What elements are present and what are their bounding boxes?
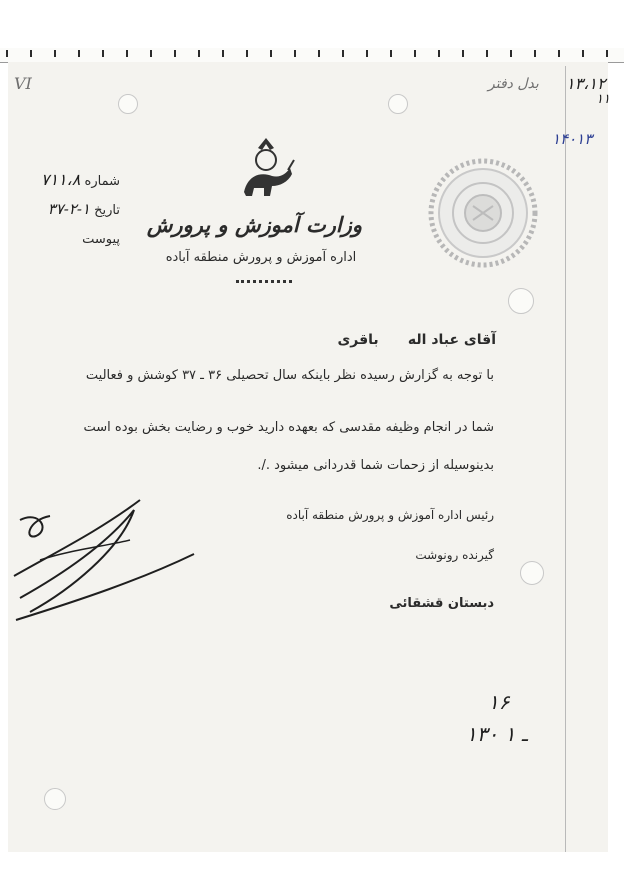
signature-title: رئیس اداره آموزش و پرورش منطقه آباده [286, 508, 494, 522]
ruler-tick [462, 50, 464, 57]
letter-attachment-label: پیوست [82, 232, 120, 247]
paper-fold-line [565, 66, 566, 852]
ruler-tick [342, 50, 344, 57]
punch-hole [388, 94, 408, 114]
ministry-title: وزارت آموزش و پرورش [146, 212, 362, 237]
ruler-tick [54, 50, 56, 57]
letter-attachment-row [14, 232, 120, 247]
ruler-tick [414, 50, 416, 57]
ruler-tick [510, 50, 512, 57]
bottom-note-line-1: ۱۶ [488, 690, 510, 714]
margin-fraction-top-right: ۱۱ [596, 92, 610, 107]
ruler-tick [558, 50, 560, 57]
ruler-tick [6, 50, 8, 57]
margin-note-top-left: VI [14, 74, 32, 93]
salutation-title: آقای عباد اله [407, 332, 496, 348]
ruler-tick [318, 50, 320, 57]
margin-note-top-right: بدل دفتر [488, 76, 539, 92]
margin-number-top-right: ۱۳،۱۲ [566, 74, 606, 93]
ruler-tick [126, 50, 128, 57]
lion-and-sun-emblem [234, 134, 298, 204]
ruler-tick [534, 50, 536, 57]
letter-body-line-2: شما در انجام وظیفه مقدسی که بعهده دارید خوب و رضایت بخش بوده است [83, 420, 494, 435]
letter-number-label: شماره [84, 174, 120, 189]
scanner-ruler [0, 48, 624, 63]
ruler-tick [486, 50, 488, 57]
letter-number-value: ۷۱۱،۸ [40, 170, 81, 189]
ruler-tick [366, 50, 368, 57]
ruler-tick [150, 50, 152, 57]
ruler-tick [30, 50, 32, 57]
punch-hole [44, 788, 66, 810]
blue-reference-number: ۱۴۰۱۳ [552, 130, 593, 148]
letter-body-line-1: با توجه به گزارش رسیده نظر باینکه سال تحصیلی ۳۶ ـ ۳۷ کوشش و فعالیت [85, 368, 494, 383]
letter-number-row [14, 170, 120, 189]
handwritten-signature [10, 480, 200, 630]
ruler-tick [582, 50, 584, 57]
page-bottom-margin [0, 852, 624, 887]
ruler-tick [102, 50, 104, 57]
letter-date-label: تاریخ [94, 203, 120, 218]
header-divider [236, 280, 292, 283]
ruler-tick [174, 50, 176, 57]
letter-body-line-3: بدینوسیله از زحمات شما قدردانی میشود ./. [257, 458, 494, 473]
salutation [310, 332, 496, 348]
ruler-tick [390, 50, 392, 57]
letter-date-value: ۱-۲-۳۷ [47, 200, 90, 218]
salutation-surname: باقری [337, 332, 379, 348]
ruler-tick [270, 50, 272, 57]
ruler-tick [198, 50, 200, 57]
letter-date-row [14, 200, 120, 218]
ruler-tick [246, 50, 248, 57]
ruler-tick [438, 50, 440, 57]
office-subtitle: اداره آموزش و پرورش منطقه آباده [165, 250, 357, 265]
ruler-tick [294, 50, 296, 57]
punch-hole [520, 561, 544, 585]
cc-recipient: دبستان قشقائی [389, 596, 494, 611]
punch-hole [118, 94, 138, 114]
ruler-tick [78, 50, 80, 57]
punch-hole [508, 288, 534, 314]
ruler-tick [222, 50, 224, 57]
bottom-note-line-2: ۱۳۰ ـ ۱ [466, 722, 528, 746]
cc-label: گیرنده رونوشت [415, 548, 494, 562]
official-seal-stamp [428, 158, 538, 268]
ruler-tick [606, 50, 608, 57]
